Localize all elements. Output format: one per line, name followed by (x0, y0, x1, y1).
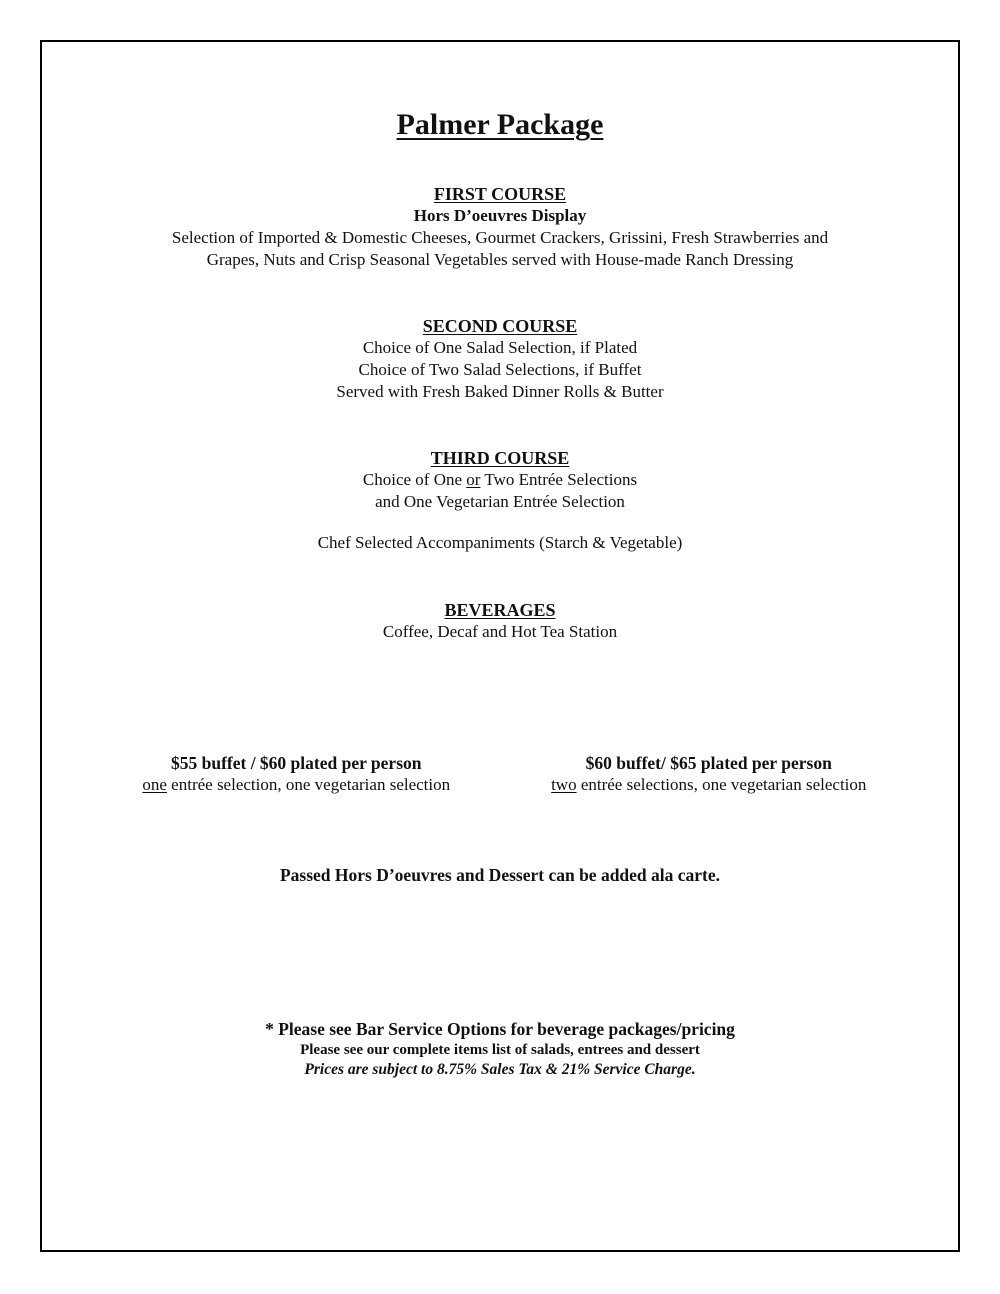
title-block (0, 108, 1000, 142)
pricing-option-two-entrees (503, 752, 916, 796)
first-course-section (0, 183, 1000, 271)
beverages-section (0, 599, 1000, 643)
price-detail-right-rest: entrée selections, one vegetarian selection (576, 775, 867, 794)
beverages-heading: BEVERAGES (444, 600, 556, 620)
third-course-line (0, 469, 1000, 491)
second-course-line: Choice of One Salad Selection, if Plated (362, 338, 638, 357)
page-title: Palmer Package (396, 108, 604, 141)
footer-tax-note: Prices are subject to 8.75% Sales Tax & 21% Service Charge. (304, 1061, 696, 1078)
footer-block (0, 1018, 1000, 1080)
price-line-right: $60 buffet/ $65 plated per person (585, 753, 832, 773)
price-detail-left-rest: entrée selection, one vegetarian selection (166, 775, 451, 794)
beverages-line: Coffee, Decaf and Hot Tea Station (382, 622, 618, 641)
second-course-section (0, 315, 1000, 403)
accompaniments-line: Chef Selected Accompaniments (Starch & Vegetable) (317, 533, 683, 552)
pricing-option-one-entree (90, 752, 503, 796)
second-course-heading: SECOND COURSE (422, 316, 578, 336)
third-course-line: and One Vegetarian Entrée Selection (375, 492, 625, 511)
second-course-line: Choice of Two Salad Selections, if Buffet (358, 360, 642, 379)
footer-items-list-note: Please see our complete items list of salads, entrees and dessert (300, 1042, 700, 1058)
first-course-line: Selection of Imported & Domestic Cheeses, Gourmet Crackers, Grissini, Fresh Strawberries and (171, 228, 829, 247)
price-detail-right-underlined: two (551, 775, 577, 794)
pricing-section (40, 752, 960, 796)
price-detail-right (503, 774, 916, 796)
price-detail-left (90, 774, 503, 796)
third-course-line1-pre: Choice of One (362, 470, 467, 489)
second-course-line: Served with Fresh Baked Dinner Rolls & Butter (336, 382, 664, 401)
first-course-line: Grapes, Nuts and Crisp Seasonal Vegetables served with House-made Ranch Dressing (206, 250, 794, 269)
third-course-heading: THIRD COURSE (430, 448, 570, 468)
price-detail-left-underlined: one (142, 775, 167, 794)
price-line-left: $55 buffet / $60 plated per person (170, 753, 422, 773)
first-course-heading: FIRST COURSE (433, 184, 567, 204)
addon-note: Passed Hors D’oeuvres and Dessert can be added ala carte. (279, 865, 721, 885)
accompaniments-block (0, 532, 1000, 554)
third-course-section (0, 447, 1000, 513)
footer-bar-service-note: * Please see Bar Service Options for beverage packages/pricing (265, 1019, 735, 1039)
addon-note-block (0, 864, 1000, 886)
third-course-line1-or: or (466, 470, 481, 489)
third-course-line1-post: Two Entrée Selections (480, 470, 638, 489)
first-course-subheading: Hors D’oeuvres Display (413, 206, 587, 225)
